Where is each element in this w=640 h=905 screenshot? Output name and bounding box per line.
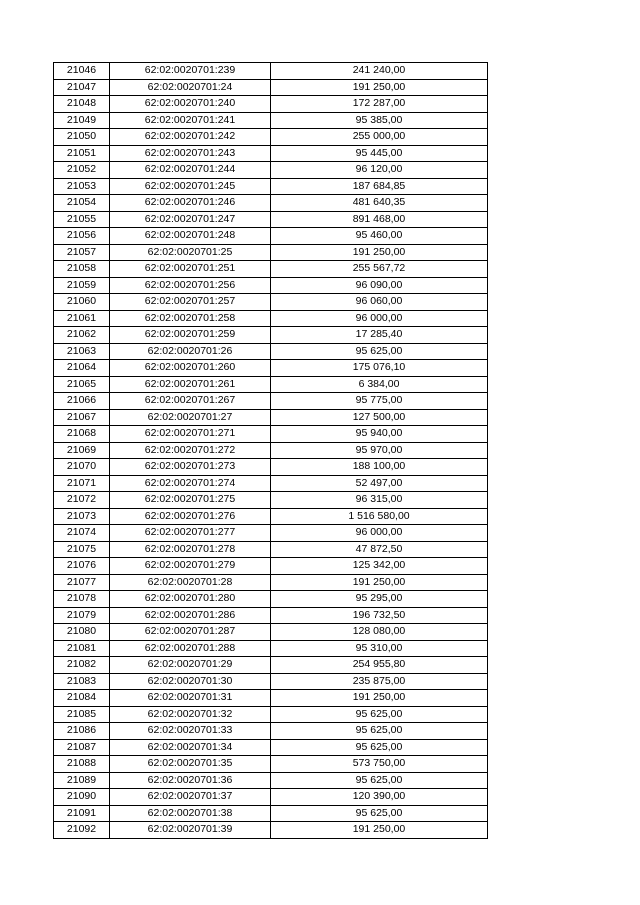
table-row (54, 558, 488, 575)
row-number-cell: 21085 (54, 706, 110, 723)
cadastral-value-cell: 191 250,00 (271, 244, 488, 261)
cadastral-number-cell: 62:02:0020701:280 (110, 591, 271, 608)
table-row (54, 145, 488, 162)
cadastral-number-cell: 62:02:0020701:256 (110, 277, 271, 294)
table-row (54, 640, 488, 657)
cadastral-number-cell: 62:02:0020701:241 (110, 112, 271, 129)
cadastral-value-cell: 191 250,00 (271, 574, 488, 591)
cadastral-number-cell: 62:02:0020701:243 (110, 145, 271, 162)
cadastral-value-cell: 187 684,85 (271, 178, 488, 195)
cadastral-value-cell: 172 287,00 (271, 96, 488, 113)
table-row (54, 129, 488, 146)
cadastral-value-cell: 191 250,00 (271, 690, 488, 707)
row-number-cell: 21053 (54, 178, 110, 195)
cadastral-number-cell: 62:02:0020701:39 (110, 822, 271, 839)
row-number-cell: 21068 (54, 426, 110, 443)
row-number-cell: 21083 (54, 673, 110, 690)
cadastral-number-cell: 62:02:0020701:242 (110, 129, 271, 146)
cadastral-number-cell: 62:02:0020701:287 (110, 624, 271, 641)
table-row (54, 756, 488, 773)
cadastral-number-cell: 62:02:0020701:33 (110, 723, 271, 740)
cadastral-value-cell: 573 750,00 (271, 756, 488, 773)
cadastral-value-cell: 6 384,00 (271, 376, 488, 393)
row-number-cell: 21058 (54, 261, 110, 278)
table-row (54, 508, 488, 525)
cadastral-number-cell: 62:02:0020701:271 (110, 426, 271, 443)
cadastral-value-cell: 96 120,00 (271, 162, 488, 179)
table-row (54, 327, 488, 344)
table-row (54, 475, 488, 492)
table-row (54, 426, 488, 443)
table-row (54, 591, 488, 608)
table-row (54, 343, 488, 360)
table-row (54, 574, 488, 591)
cadastral-value-cell: 191 250,00 (271, 822, 488, 839)
row-number-cell: 21066 (54, 393, 110, 410)
cadastral-number-cell: 62:02:0020701:275 (110, 492, 271, 509)
row-number-cell: 21089 (54, 772, 110, 789)
row-number-cell: 21060 (54, 294, 110, 311)
cadastral-number-cell: 62:02:0020701:28 (110, 574, 271, 591)
table-row (54, 492, 488, 509)
cadastral-number-cell: 62:02:0020701:260 (110, 360, 271, 377)
cadastral-value-cell: 95 940,00 (271, 426, 488, 443)
cadastral-number-cell: 62:02:0020701:248 (110, 228, 271, 245)
row-number-cell: 21052 (54, 162, 110, 179)
row-number-cell: 21065 (54, 376, 110, 393)
table-row (54, 723, 488, 740)
cadastral-value-cell: 95 775,00 (271, 393, 488, 410)
cadastral-number-cell: 62:02:0020701:30 (110, 673, 271, 690)
cadastral-value-cell: 188 100,00 (271, 459, 488, 476)
cadastral-value-cell: 255 000,00 (271, 129, 488, 146)
table-row (54, 772, 488, 789)
table-row (54, 525, 488, 542)
cadastral-number-cell: 62:02:0020701:244 (110, 162, 271, 179)
cadastral-number-cell: 62:02:0020701:259 (110, 327, 271, 344)
cadastral-value-cell: 128 080,00 (271, 624, 488, 641)
row-number-cell: 21069 (54, 442, 110, 459)
row-number-cell: 21047 (54, 79, 110, 96)
table-row (54, 673, 488, 690)
cadastral-number-cell: 62:02:0020701:29 (110, 657, 271, 674)
row-number-cell: 21088 (54, 756, 110, 773)
row-number-cell: 21092 (54, 822, 110, 839)
row-number-cell: 21077 (54, 574, 110, 591)
cadastral-number-cell: 62:02:0020701:288 (110, 640, 271, 657)
cadastral-number-cell: 62:02:0020701:267 (110, 393, 271, 410)
cadastral-value-cell: 96 090,00 (271, 277, 488, 294)
cadastral-number-cell: 62:02:0020701:278 (110, 541, 271, 558)
row-number-cell: 21061 (54, 310, 110, 327)
cadastral-value-cell: 125 342,00 (271, 558, 488, 575)
cadastral-number-cell: 62:02:0020701:261 (110, 376, 271, 393)
cadastral-value-cell: 96 315,00 (271, 492, 488, 509)
cadastral-value-cell: 254 955,80 (271, 657, 488, 674)
row-number-cell: 21070 (54, 459, 110, 476)
row-number-cell: 21046 (54, 63, 110, 80)
cadastral-number-cell: 62:02:0020701:247 (110, 211, 271, 228)
cadastral-value-cell: 481 640,35 (271, 195, 488, 212)
row-number-cell: 21084 (54, 690, 110, 707)
cadastral-number-cell: 62:02:0020701:36 (110, 772, 271, 789)
row-number-cell: 21049 (54, 112, 110, 129)
row-number-cell: 21075 (54, 541, 110, 558)
cadastral-value-cell: 95 625,00 (271, 706, 488, 723)
row-number-cell: 21062 (54, 327, 110, 344)
cadastral-number-cell: 62:02:0020701:246 (110, 195, 271, 212)
row-number-cell: 21086 (54, 723, 110, 740)
table-row (54, 96, 488, 113)
cadastral-value-cell: 196 732,50 (271, 607, 488, 624)
cadastral-value-cell: 95 625,00 (271, 723, 488, 740)
row-number-cell: 21081 (54, 640, 110, 657)
cadastral-value-cell: 96 000,00 (271, 310, 488, 327)
table-row (54, 178, 488, 195)
cadastral-number-cell: 62:02:0020701:276 (110, 508, 271, 525)
cadastral-value-cell: 891 468,00 (271, 211, 488, 228)
cadastral-number-cell: 62:02:0020701:245 (110, 178, 271, 195)
cadastral-number-cell: 62:02:0020701:286 (110, 607, 271, 624)
row-number-cell: 21067 (54, 409, 110, 426)
table-row (54, 228, 488, 245)
cadastral-number-cell: 62:02:0020701:26 (110, 343, 271, 360)
table-row (54, 310, 488, 327)
cadastral-value-cell: 95 295,00 (271, 591, 488, 608)
table-row (54, 789, 488, 806)
row-number-cell: 21078 (54, 591, 110, 608)
cadastral-value-cell: 95 625,00 (271, 343, 488, 360)
row-number-cell: 21051 (54, 145, 110, 162)
cadastral-number-cell: 62:02:0020701:38 (110, 805, 271, 822)
table-row (54, 79, 488, 96)
cadastral-number-cell: 62:02:0020701:257 (110, 294, 271, 311)
row-number-cell: 21087 (54, 739, 110, 756)
table-row (54, 409, 488, 426)
table-row (54, 261, 488, 278)
cadastral-number-cell: 62:02:0020701:277 (110, 525, 271, 542)
table-row (54, 624, 488, 641)
table-row (54, 706, 488, 723)
cadastral-value-cell: 95 385,00 (271, 112, 488, 129)
cadastral-value-cell: 1 516 580,00 (271, 508, 488, 525)
cadastral-value-cell: 96 060,00 (271, 294, 488, 311)
table-row (54, 607, 488, 624)
cadastral-number-cell: 62:02:0020701:279 (110, 558, 271, 575)
cadastral-value-cell: 127 500,00 (271, 409, 488, 426)
cadastral-value-cell: 52 497,00 (271, 475, 488, 492)
row-number-cell: 21091 (54, 805, 110, 822)
row-number-cell: 21048 (54, 96, 110, 113)
table-row (54, 244, 488, 261)
table-row (54, 195, 488, 212)
table-row (54, 112, 488, 129)
cadastral-number-cell: 62:02:0020701:32 (110, 706, 271, 723)
table-row (54, 277, 488, 294)
row-number-cell: 21055 (54, 211, 110, 228)
cadastral-number-cell: 62:02:0020701:34 (110, 739, 271, 756)
row-number-cell: 21056 (54, 228, 110, 245)
row-number-cell: 21074 (54, 525, 110, 542)
cadastral-value-cell: 191 250,00 (271, 79, 488, 96)
cadastral-number-cell: 62:02:0020701:31 (110, 690, 271, 707)
row-number-cell: 21063 (54, 343, 110, 360)
table-row (54, 376, 488, 393)
row-number-cell: 21059 (54, 277, 110, 294)
table-row (54, 657, 488, 674)
table-row (54, 162, 488, 179)
table-row (54, 294, 488, 311)
table-row (54, 360, 488, 377)
cadastral-number-cell: 62:02:0020701:25 (110, 244, 271, 261)
row-number-cell: 21082 (54, 657, 110, 674)
cadastral-value-cell: 47 872,50 (271, 541, 488, 558)
cadastral-value-cell: 95 625,00 (271, 805, 488, 822)
cadastral-number-cell: 62:02:0020701:37 (110, 789, 271, 806)
cadastral-value-cell: 235 875,00 (271, 673, 488, 690)
row-number-cell: 21057 (54, 244, 110, 261)
cadastral-value-cell: 95 625,00 (271, 772, 488, 789)
cadastral-value-cell: 17 285,40 (271, 327, 488, 344)
cadastral-value-cell: 241 240,00 (271, 63, 488, 80)
cadastral-value-cell: 175 076,10 (271, 360, 488, 377)
table-row (54, 393, 488, 410)
cadastral-number-cell: 62:02:0020701:35 (110, 756, 271, 773)
table-row (54, 541, 488, 558)
cadastral-value-table (53, 62, 488, 839)
cadastral-number-cell: 62:02:0020701:273 (110, 459, 271, 476)
row-number-cell: 21090 (54, 789, 110, 806)
row-number-cell: 21073 (54, 508, 110, 525)
cadastral-value-cell: 120 390,00 (271, 789, 488, 806)
table-row (54, 63, 488, 80)
cadastral-value-cell: 95 970,00 (271, 442, 488, 459)
row-number-cell: 21079 (54, 607, 110, 624)
row-number-cell: 21072 (54, 492, 110, 509)
table-row (54, 822, 488, 839)
cadastral-value-cell: 95 460,00 (271, 228, 488, 245)
cadastral-value-cell: 95 625,00 (271, 739, 488, 756)
row-number-cell: 21054 (54, 195, 110, 212)
table-row (54, 805, 488, 822)
row-number-cell: 21064 (54, 360, 110, 377)
cadastral-value-cell: 95 310,00 (271, 640, 488, 657)
table-row (54, 442, 488, 459)
cadastral-number-cell: 62:02:0020701:251 (110, 261, 271, 278)
cadastral-number-cell: 62:02:0020701:239 (110, 63, 271, 80)
cadastral-number-cell: 62:02:0020701:258 (110, 310, 271, 327)
cadastral-value-cell: 96 000,00 (271, 525, 488, 542)
cadastral-value-cell: 255 567,72 (271, 261, 488, 278)
table-row (54, 739, 488, 756)
table-row (54, 211, 488, 228)
cadastral-number-cell: 62:02:0020701:27 (110, 409, 271, 426)
row-number-cell: 21080 (54, 624, 110, 641)
cadastral-number-cell: 62:02:0020701:272 (110, 442, 271, 459)
table-row (54, 459, 488, 476)
row-number-cell: 21071 (54, 475, 110, 492)
cadastral-value-cell: 95 445,00 (271, 145, 488, 162)
table-row (54, 690, 488, 707)
row-number-cell: 21076 (54, 558, 110, 575)
cadastral-number-cell: 62:02:0020701:240 (110, 96, 271, 113)
row-number-cell: 21050 (54, 129, 110, 146)
cadastral-number-cell: 62:02:0020701:274 (110, 475, 271, 492)
table-body (54, 63, 488, 839)
cadastral-number-cell: 62:02:0020701:24 (110, 79, 271, 96)
